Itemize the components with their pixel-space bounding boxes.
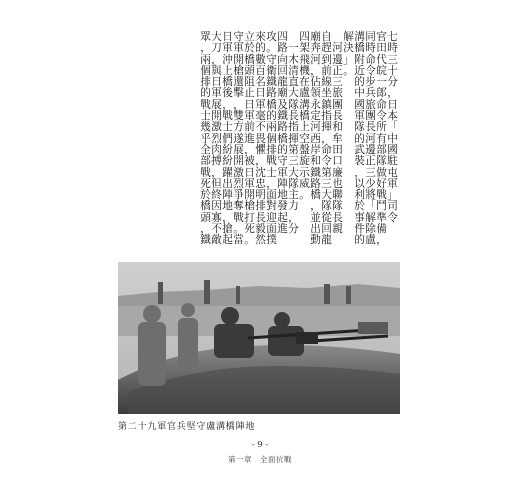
historical-photo-soldiers <box>118 262 400 414</box>
text-column: 守 軍 開 槍 還 擊 ， 雙 方 遂 展 開 激 烈 爭 奪 戰 。 當 <box>233 31 244 247</box>
chapter-footer: 第一章 全面抗戰 <box>228 455 292 464</box>
text-column: 日 軍 沖 上 橋 後 ， 戰 士 們 紛 紛 躍 出 陣 地 ， 搶 起 <box>222 31 233 247</box>
text-column: 官 田 代 皖 一 郎 命 令 所 有 部 隊 做 好 戰 鬥 準 備 ， <box>376 31 387 247</box>
text-column: 同 時 命 令 步 兵 旅 團 長 河 邊 正 三 少 將 「 解 除 盧 <box>365 31 376 247</box>
text-column: 攻 。 守 衛 鐵 路 橋 的 兩 個 排 戰 士 ， 面 對 迎 面 撲 <box>266 31 277 247</box>
text-column: 河 邊 正 三 旅 團 長 和 牟 田 口 廉 也 聯 隊 長 親 <box>332 42 343 236</box>
text-column: 四 架 飛 機 在 盧 溝 橋 上 空 盤 旋 示 威 。 <box>299 31 310 202</box>
text-column: 七 時 三 十 分 ， 日 本 「 中 國 駐 屯 軍 」 司 令 <box>387 31 398 224</box>
text-column: 一 木 清 直 大 隊 長 指 揮 第 三 大 隊 主 力 ， 分 <box>288 42 299 236</box>
photo-illustration <box>118 262 400 414</box>
text-column: 解 決 」 。 <box>343 31 354 77</box>
text-column: 眾 ， 兩 個 排 的 戰 士 幾 乎 全 部 戰 死 於 橋 頭 ， 鐵 <box>200 31 211 247</box>
page-number: - 9 - <box>251 440 269 450</box>
text-column: 溝 橋 附 近 的 中 國 軍 隊 的 武 裝 ， 以 利 於 事 件 的 <box>354 31 365 247</box>
text-column: 廟 奔 河 ， 佔 領 永 定 河 西 岸 和 鐵 路 橋 ， 並 出 動 <box>310 31 321 247</box>
text-column: 四 路 向 回 龍 廟 及 鐵 路 橋 的 守 軍 陣 地 發 起 進 <box>277 31 288 236</box>
text-column: 自 趕 到 前 線 坐 鎮 指 揮 ， 命 令 第 三 大 隊 從 回 龍 <box>321 31 332 247</box>
text-column: 大 刀 ， 與 日 軍 展 開 激 烈 肉 搏 ， 但 終 因 寡 不 敵 <box>211 31 222 247</box>
vertical-body-text <box>200 31 398 258</box>
text-column: 來 的 數 百 名 日 軍 毫 不 畏 懼 ， 沈 忠 明 排 長 毅 然 <box>255 31 266 247</box>
photo-caption: 第二十九軍官兵堅守盧溝橋陣地 <box>118 422 256 432</box>
text-column: 立 於 橋 頭 阻 止 日 軍 前 進 ， 被 日 軍 開 槍 打 死 。 <box>244 31 255 247</box>
